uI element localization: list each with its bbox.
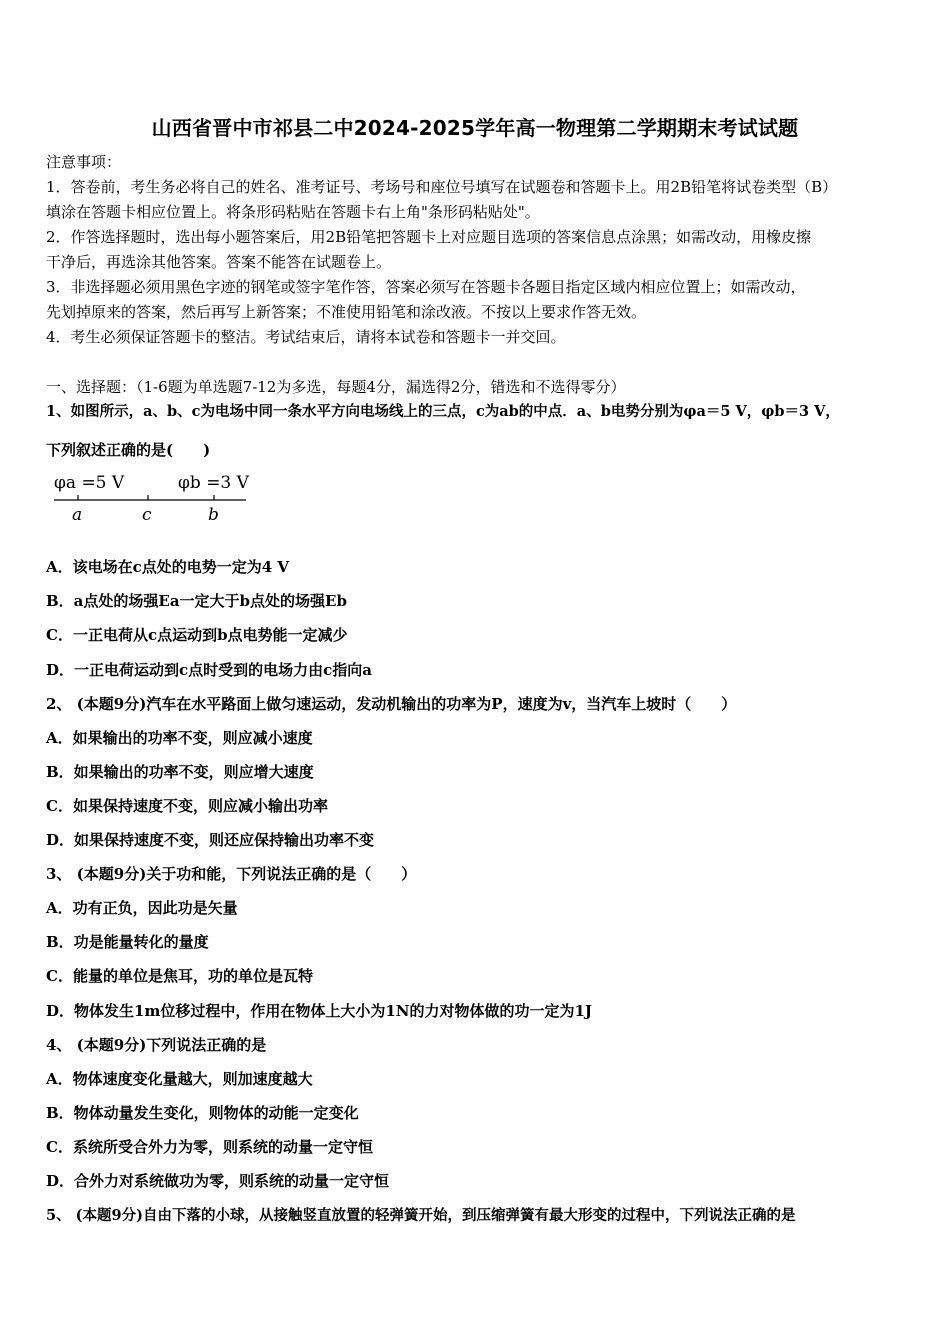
point-a-label: a — [72, 505, 83, 525]
option: D．合外力对系统做功为零，则系统的动量一定守恒 — [46, 1172, 390, 1190]
phi-b-label: φb =3 V — [178, 473, 249, 493]
section-heading: 一、选择题：（1-6题为单选题7-12为多选，每题4分，漏选得2分，错选和不选得零分） — [46, 378, 626, 396]
electric-field-line-figure — [50, 468, 260, 528]
question-2-stem: 2、 (本题9分)汽车在水平路面上做匀速运动，发动机输出的功率为P，速度为v，当汽车上坡时（ ） — [46, 695, 737, 713]
question-4-stem: 4、 (本题9分)下列说法正确的是 — [46, 1036, 267, 1054]
notice-line: 先划掉原来的答案，然后再写上新答案；不准使用铅笔和涂改液。不按以上要求作答无效。 — [46, 303, 647, 321]
notice-line: 1．答卷前，考生务必将自己的姓名、准考证号、考场号和座位号填写在试题卷和答题卡上。用2B铅笔将试卷类型（B） — [46, 178, 838, 196]
notice-line: 4．考生必须保证答题卡的整洁。考试结束后，请将本试卷和答题卡一并交回。 — [46, 328, 566, 346]
notice-line: 填涂在答题卡相应位置上。将条形码粘贴在答题卡右上角"条形码粘贴处"。 — [46, 203, 540, 221]
point-c-label: c — [142, 505, 152, 525]
option: A．功有正负，因此功是矢量 — [46, 899, 238, 917]
option: D．一正电荷运动到c点时受到的电场力由c指向a — [46, 661, 372, 679]
option: B．功是能量转化的量度 — [46, 933, 209, 951]
option: C．系统所受合外力为零，则系统的动量一定守恒 — [46, 1138, 373, 1156]
option: B．如果输出的功率不变，则应增大速度 — [46, 763, 314, 781]
option: D．物体发生1m位移过程中，作用在物体上大小为1N的力对物体做的功一定为1J — [46, 1002, 593, 1020]
option: C．能量的单位是焦耳，功的单位是瓦特 — [46, 967, 313, 985]
option: B．物体动量发生变化，则物体的动能一定变化 — [46, 1104, 359, 1122]
option: C．一正电荷从c点运动到b点电势能一定减少 — [46, 626, 348, 644]
option: A．物体速度变化量越大，则加速度越大 — [46, 1070, 313, 1088]
notice-line: 2．作答选择题时，选出每小题答案后，用2B铅笔把答题卡上对应题目选项的答案信息点涂黑；如需改动，用橡皮擦 — [46, 228, 812, 246]
option: A．该电场在c点处的电势一定为4 V — [46, 558, 290, 576]
notice-heading: 注意事项： — [46, 153, 122, 171]
option: D．如果保持速度不变，则还应保持输出功率不变 — [46, 831, 375, 849]
option: C．如果保持速度不变，则应减小输出功率 — [46, 797, 328, 815]
page-title: 山西省晋中市祁县二中2024-2025学年高一物理第二学期期末考试试题 — [151, 116, 799, 140]
point-b-label: b — [208, 505, 219, 525]
option: B．a点处的场强Ea一定大于b点处的场强Eb — [46, 592, 347, 610]
question-1-stem: 1、如图所示，a、b、c为电场中同一条水平方向电场线上的三点，c为ab的中点．a、b电势分别为φa＝5 V，φb＝3 V， — [46, 403, 840, 420]
question-1-stem-cont: 下列叙述正确的是( ) — [46, 441, 211, 459]
question-3-stem: 3、 (本题9分)关于功和能，下列说法正确的是（ ） — [46, 865, 417, 883]
option: A．如果输出的功率不变，则应减小速度 — [46, 729, 313, 747]
notice-line: 干净后，再选涂其他答案。答案不能答在试题卷上。 — [46, 253, 392, 271]
notice-line: 3．非选择题必须用黑色字迹的钢笔或签字笔作答，答案必须写在答题卡各题目指定区域内相应位置上；如需改动， — [46, 278, 806, 296]
question-5-stem: 5、 (本题9分)自由下落的小球，从接触竖直放置的轻弹簧开始，到压缩弹簧有最大形变的过程中，下列说法正确的是 — [46, 1207, 796, 1224]
phi-a-label: φa =5 V — [54, 473, 125, 493]
